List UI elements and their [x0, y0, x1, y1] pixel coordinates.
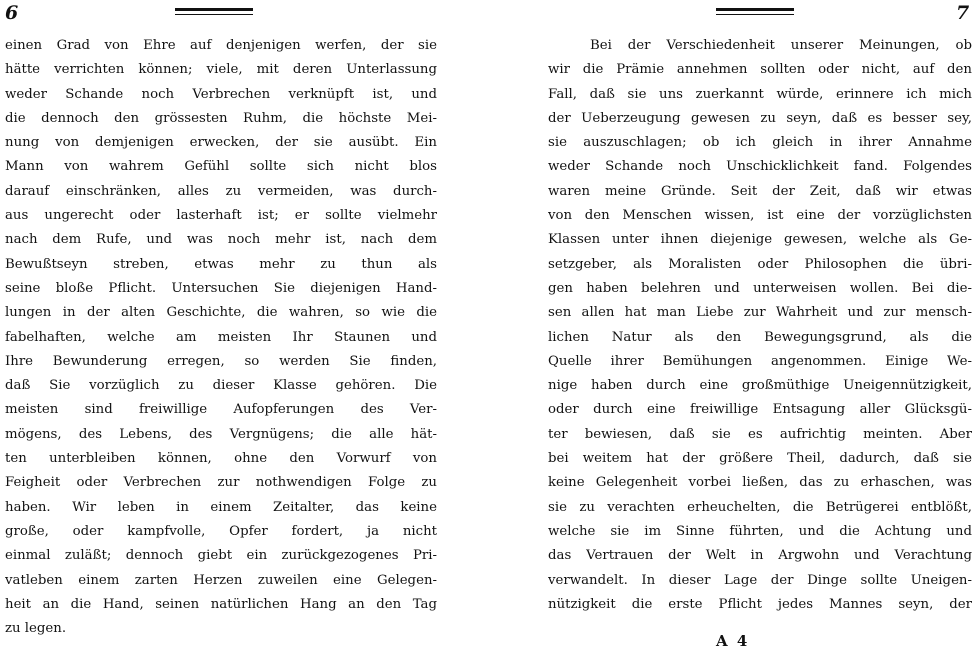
text-line: lungen in der alten Geschichte, die wahren, so wie die: [5, 305, 437, 321]
text-line: nige haben durch eine großmüthige Uneigennützigkeit,: [548, 378, 972, 394]
text-line: lichen Natur als den Bewegungsgrund, als die: [548, 329, 972, 345]
text-line: vatleben einem zarten Herzen zuweilen eine Gelegen-: [5, 572, 437, 588]
text-line: nützigkeit die erste Pflicht jedes Mannes seyn, der: [548, 596, 972, 612]
text-line: keine Gelegenheit vorbei ließen, das zu erhaschen, was: [548, 475, 972, 491]
text-line: die dennoch den grössesten Ruhm, die höchste Mei-: [5, 110, 437, 126]
signature-mark: A 4: [716, 632, 750, 650]
text-line: ten unterbleiben können, ohne den Vorwurf von: [5, 451, 437, 467]
header-rule-thin: [716, 14, 794, 15]
text-line: oder durch eine freiwillige Entsagung aller Glücksgü-: [548, 402, 972, 418]
text-line: Mann von wahrem Gefühl sollte sich nicht blos: [5, 159, 437, 175]
text-line: hätte verrichten können; viele, mit deren Unterlassung: [5, 62, 437, 78]
text-line: fabelhaften, welche am meisten Ihr Staunen und: [5, 329, 437, 345]
header-rule-thick: [175, 8, 253, 11]
text-line: heit an die Hand, seinen natürlichen Hang an den Tag: [5, 596, 437, 612]
text-line: Fall, daß sie uns zuerkannt würde, erinnere ich mich: [548, 86, 972, 102]
text-line: meisten sind freiwillige Aufopferungen des Ver-: [5, 402, 437, 418]
text-line: Feigheit oder Verbrechen zur nothwendigen Folge zu: [5, 475, 437, 491]
text-line: sie auszuschlagen; ob ich gleich in ihrer Annahme: [548, 135, 972, 151]
text-line: bei weitem hat der größere Theil, dadurch, daß sie: [548, 451, 972, 467]
header-rule-thick: [716, 8, 794, 11]
text-line: waren meine Gründe. Seit der Zeit, daß wir etwas: [548, 183, 972, 199]
left-page: [0, 0, 470, 666]
text-line: nach dem Rufe, und was noch mehr ist, nach dem: [5, 232, 437, 248]
text-line: seine bloße Pflicht. Untersuchen Sie diejenigen Hand-: [5, 280, 437, 296]
text-line: Klassen unter ihnen diejenige gewesen, welche als Ge-: [548, 232, 972, 248]
right-page-text: [548, 34, 972, 617]
text-line: nung von demjenigen erwecken, der sie ausübt. Ein: [5, 135, 437, 151]
right-page: [500, 0, 980, 666]
text-line: wir die Prämie annehmen sollten oder nicht, auf den: [548, 62, 972, 78]
text-line: einen Grad von Ehre auf denjenigen werfen, der sie: [5, 38, 437, 53]
text-line: das Vertrauen der Welt in Argwohn und Verachtung: [548, 548, 972, 564]
text-line: große, oder kampfvolle, Opfer fordert, ja nicht: [5, 523, 437, 539]
text-line: haben. Wir leben in einem Zeitalter, das keine: [5, 499, 437, 515]
text-line: weder Schande noch Unschicklichkeit fand. Folgendes: [548, 159, 972, 175]
text-line: aus ungerecht oder lasterhaft ist; er sollte vielmehr: [5, 208, 437, 224]
header-rule-right: [716, 8, 794, 16]
page-number-right: 7: [956, 2, 970, 24]
header-rule-thin: [175, 14, 253, 15]
text-line: ter bewiesen, daß sie es aufrichtig meinten. Aber: [548, 426, 972, 442]
text-line: daß Sie vorzüglich zu dieser Klasse gehören. Die: [5, 378, 437, 394]
text-line-first: Bei der Verschiedenheit unserer Meinungen, ob: [590, 38, 972, 53]
text-line: Bewußtseyn streben, etwas mehr zu thun als: [5, 256, 437, 272]
text-line: sen allen hat man Liebe zur Wahrheit und zur mensch-: [548, 305, 972, 321]
left-page-text: [5, 34, 437, 641]
page-number-left: 6: [5, 2, 19, 24]
page-gutter: [470, 0, 500, 666]
text-line: gen haben belehren und unterweisen wollen. Bei die-: [548, 280, 972, 296]
text-line: verwandelt. In dieser Lage der Dinge sollte Uneigen-: [548, 572, 972, 588]
header-rule-left: [175, 8, 253, 16]
text-line: mögens, des Lebens, des Vergnügens; die alle hät-: [5, 426, 437, 442]
text-line: sie zu verachten erheuchelten, die Betrügerei entblößt,: [548, 499, 972, 515]
text-line-last: zu legen.: [5, 621, 67, 637]
text-line: von den Menschen wissen, ist eine der vorzüglichsten: [548, 208, 972, 224]
text-line: weder Schande noch Verbrechen verknüpft ist, und: [5, 86, 437, 102]
text-line: welche sie im Sinne führten, und die Achtung und: [548, 523, 972, 539]
text-line: einmal zuläßt; dennoch giebt ein zurückgezogenes Pri-: [5, 548, 437, 564]
text-line: Quelle ihrer Bemühungen angenommen. Einige We-: [548, 353, 972, 369]
text-line: darauf einschränken, alles zu vermeiden, was durch-: [5, 183, 437, 199]
text-line: Ihre Bewunderung erregen, so werden Sie finden,: [5, 353, 437, 369]
text-line: der Ueberzeugung gewesen zu seyn, daß es besser sey,: [548, 110, 972, 126]
text-line: setzgeber, als Moralisten oder Philosophen die übri-: [548, 256, 972, 272]
